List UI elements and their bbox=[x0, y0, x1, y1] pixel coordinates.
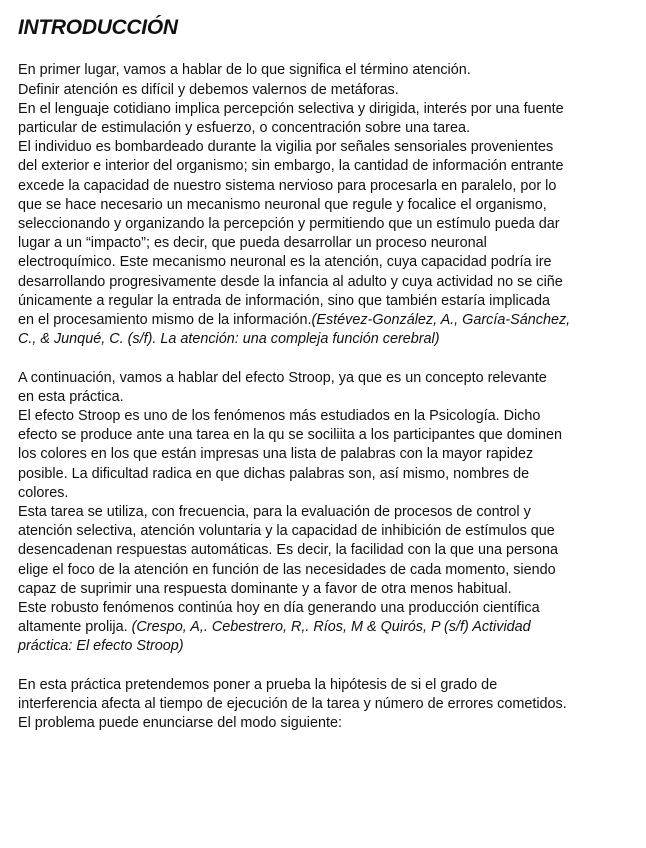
text-line: desencadenan respuestas automáticas. Es decir, la facilidad con la que una persona bbox=[18, 542, 558, 559]
paragraph-gap bbox=[18, 349, 636, 368]
text-line: En esta práctica pretendemos poner a prueba la hipótesis de si el grado de bbox=[18, 676, 498, 693]
text-line: desarrollando progresivamente desde la infancia al adulto y cuya actividad no se ciñe bbox=[18, 273, 563, 290]
text-line: interferencia afecta al tiempo de ejecución de la tarea y número de errores cometidos. bbox=[18, 695, 567, 712]
text-line bbox=[18, 311, 636, 330]
text-line: particular de estimulación y esfuerzo, o concentración sobre una tarea. bbox=[18, 119, 470, 136]
text-line: En primer lugar, vamos a hablar de lo que significa el término atención. bbox=[18, 62, 471, 79]
text-line bbox=[18, 618, 636, 637]
text-segment: en el procesamiento mismo de la información. bbox=[18, 311, 312, 328]
text-line: Esta tarea se utiliza, con frecuencia, para la evaluación de procesos de control y bbox=[18, 503, 531, 520]
text-line: del exterior e interior del organismo; sin embargo, la cantidad de información entrante bbox=[18, 158, 564, 175]
text-line: Definir atención es difícil y debemos valernos de metáforas. bbox=[18, 81, 399, 98]
text-line: A continuación, vamos a hablar del efecto Stroop, ya que es un concepto relevante bbox=[18, 369, 547, 386]
citation: (Crespo, A,. Cebestrero, R,. Ríos, M & Quirós, P (s/f) Actividad bbox=[131, 619, 531, 636]
text-line: elige el foco de la atención en función de las necesidades de cada momento, siendo bbox=[18, 561, 556, 578]
text-line: seleccionando y organizando la percepción y permitiendo que un estímulo pueda dar bbox=[18, 215, 560, 232]
text-line: El problema puede enunciarse del modo siguiente: bbox=[18, 715, 343, 732]
text-line: Este robusto fenómenos continúa hoy en día generando una producción científica bbox=[18, 599, 540, 616]
text-line: únicamente a regular la entrada de información, sino que también estaría implicada bbox=[18, 292, 550, 309]
text-line: los colores en los que están impresas una lista de palabras con la mayor rapidez bbox=[18, 446, 534, 463]
text-line: en esta práctica. bbox=[18, 388, 124, 405]
paragraph-stroop bbox=[18, 369, 636, 657]
paragraph-hypothesis bbox=[18, 676, 636, 734]
text-line: El individuo es bombardeado durante la vigilia por señales sensoriales provenientes bbox=[18, 139, 554, 156]
text-line: posible. La dificultad radica en que dichas palabras son, así mismo, nombres de bbox=[18, 465, 530, 482]
text-line: efecto se produce ante una tarea en la qu se sociliita a los participantes que dominen bbox=[18, 427, 562, 444]
page-title: INTRODUCCIÓN bbox=[18, 16, 178, 39]
text-line: El efecto Stroop es uno de los fenómenos más estudiados en la Psicología. Dicho bbox=[18, 407, 541, 424]
text-line: lugar a un “impacto”; es decir, que pueda desarrollar un proceso neuronal bbox=[18, 235, 487, 252]
text-line: electroquímico. Este mecanismo neuronal es la atención, cuya capacidad podría ire bbox=[18, 254, 552, 271]
citation: práctica: El efecto Stroop) bbox=[18, 638, 184, 655]
text-segment: altamente prolija. bbox=[18, 619, 132, 636]
citation: C., & Junqué, C. (s/f). La atención: una compleja función cerebral) bbox=[18, 331, 440, 348]
text-line: que se hace necesario un mecanismo neuronal que regule y focalice el organismo, bbox=[18, 196, 547, 213]
document-page bbox=[18, 14, 636, 733]
text-line: colores. bbox=[18, 484, 69, 501]
text-line: capaz de suprimir una respuesta dominante y a favor de otra menos habitual. bbox=[18, 580, 512, 597]
text-line: atención selectiva, atención voluntaria y la capacidad de inhibición de estímulos que bbox=[18, 523, 555, 540]
citation: (Estévez-González, A., García-Sánchez, bbox=[311, 311, 571, 328]
paragraph-gap bbox=[18, 657, 636, 676]
paragraph-attention bbox=[18, 61, 636, 349]
text-line: excede la capacidad de nuestro sistema nervioso para procesarla en paralelo, por lo bbox=[18, 177, 557, 194]
text-line: En el lenguaje cotidiano implica percepción selectiva y dirigida, interés por una fuente bbox=[18, 100, 564, 117]
